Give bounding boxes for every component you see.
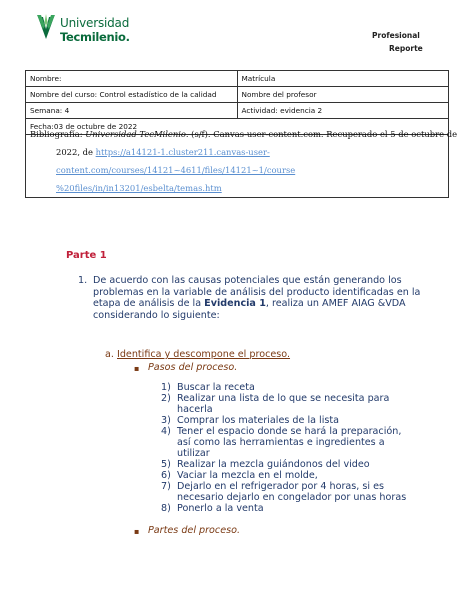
- logo-text-tecmilenio: Tecmilenio.: [60, 30, 130, 44]
- fecha-cell: Fecha:03 de octubre de 2022: [26, 119, 449, 135]
- bibliography-text: (s/f). Canvas-user-content.com. Recuperado el 5 de octubre de: [191, 129, 458, 139]
- logo-text-universidad: Universidad: [60, 16, 130, 30]
- instruction-text: [93, 275, 433, 321]
- step-number: 4): [161, 426, 171, 437]
- sub-item-a: [105, 349, 290, 360]
- bullet-icon: ▪: [134, 527, 140, 536]
- step-text: necesario dejarlo en congelador por unas horas: [177, 492, 407, 503]
- instruction-part: , realiza un AMEF AIAG &VDA considerando lo siguiente:: [93, 298, 406, 321]
- step-text: Buscar la receta: [177, 382, 255, 393]
- tecmilenio-leaf-icon: [35, 13, 57, 41]
- bullet-partes: Partes del proceso.: [148, 525, 241, 536]
- step-text: Realizar una lista de lo que se necesita para: [177, 393, 390, 404]
- step-number: 3): [161, 415, 171, 426]
- step-text: hacerla: [177, 404, 213, 415]
- table-row: [26, 71, 449, 87]
- bibliography-year: 2022, de: [56, 147, 93, 157]
- step-text: utilizar: [177, 448, 210, 459]
- bibliography-link[interactable]: https://a14121-1.cluster211.canvas-user-: [95, 147, 270, 157]
- university-logo: [35, 13, 135, 47]
- bibliography-link[interactable]: %20files/in/in13201/esbelta/temas.htm: [56, 183, 222, 193]
- step-number: 8): [161, 503, 171, 514]
- instruction-bold: Evidencia 1: [204, 298, 266, 309]
- step-text: Vaciar la mezcla en el molde,: [177, 470, 318, 481]
- table-row: [26, 103, 449, 119]
- step-text: así como las herramientas e ingredientes a: [177, 437, 385, 448]
- bibliography-label: Bibliografía:: [30, 129, 83, 139]
- step-text: Comprar los materiales de la lista: [177, 415, 340, 426]
- header-profesional: Profesional: [372, 31, 420, 40]
- bibliography-source: Universidad TecMilenio.: [85, 129, 189, 139]
- sub-item-text: Identifica y descompone el proceso.: [117, 349, 291, 360]
- matricula-cell: Matrícula: [237, 71, 449, 87]
- step-number: 5): [161, 459, 171, 470]
- table-row: [26, 87, 449, 103]
- step-number: 6): [161, 470, 171, 481]
- bibliography-cell: [25, 125, 458, 198]
- actividad-cell: Actividad: evidencia 2: [237, 103, 449, 119]
- nombre-cell: Nombre:: [26, 71, 238, 87]
- bibliography-line: [30, 129, 457, 139]
- bibliography-line: [56, 147, 270, 157]
- sub-item-letter: a.: [105, 349, 114, 360]
- instruction-part: De acuerdo con las causas potenciales que están generando los problemas en la variable de análisis del producto identificadas en la etapa de análisis de la: [93, 275, 421, 309]
- curso-cell: Nombre del curso: Control estadístico de la calidad: [26, 87, 238, 103]
- step-number: 2): [161, 393, 171, 404]
- step-text: Ponerlo a la venta: [177, 503, 264, 514]
- step-number: 1): [161, 382, 171, 393]
- list-number: 1.: [78, 275, 88, 286]
- section-title: Parte 1: [66, 250, 107, 261]
- semana-cell: Semana: 4: [26, 103, 238, 119]
- bibliography-line: [56, 183, 222, 193]
- header-reporte: Reporte: [389, 44, 423, 53]
- step-number: 7): [161, 481, 171, 492]
- bullet-icon: ▪: [134, 364, 140, 373]
- step-text: Tener el espacio donde se hará la preparación,: [177, 426, 402, 437]
- bullet-pasos: Pasos del proceso.: [148, 362, 238, 373]
- profesor-cell: Nombre del profesor: [237, 87, 449, 103]
- step-text: Dejarlo en el refrigerador por 4 horas, si es: [177, 481, 384, 492]
- bibliography-line: [56, 165, 295, 175]
- step-text: Realizar la mezcla guiándonos del video: [177, 459, 370, 470]
- bibliography-link[interactable]: content.com/courses/14121~4611/files/14121~1/course: [56, 165, 296, 175]
